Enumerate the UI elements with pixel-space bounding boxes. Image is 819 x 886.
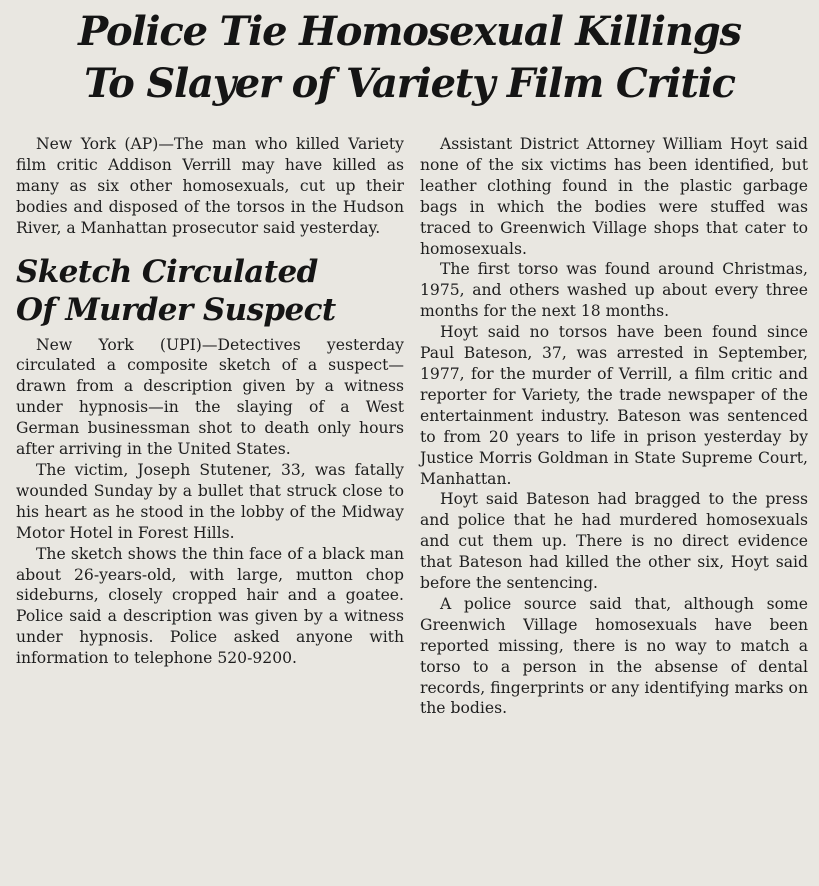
story1-continued-paragraph: Hoyt said Bateson had bragged to the press and police that he had murdered homosexuals and cut them up. There is no direct evidence that Bateson had killed the other six, Hoyt said before the sentencing. [420,490,808,593]
story2-headline [16,253,404,329]
headline-line-2: To Slayer of Variety Film Critic [84,60,735,107]
story2-paragraph: The victim, Joseph Stutener, 33, was fatally wounded Sunday by a bullet that struck close to his heart as he stood in the lobby of the Midway Motor Hotel in Forest Hills. [16,460,404,542]
story1-paragraph: New York (AP)—The man who killed Variety film critic Addison Verrill may have killed as many as six other homosexuals, cut up their bodies and disposed of the torsos in the Hudson River, a Manhattan prosecutor said yesterday. [16,135,404,237]
headline-line-1: Police Tie Homosexual Killings [78,8,741,55]
left-column [16,134,404,669]
story1-continued-paragraph: Hoyt said no torsos have been found since Paul Bateson, 37, was arrested in September, 1977, for the murder of Verrill, a film critic and reporter for Variety, the trade newspaper of the entertainment industry. Bateson was sentenced to from 20 years to life in prison yesterday by Justice Morris Goldman in State Supreme Court, Manhattan. [420,323,808,488]
story1-continued-paragraph: The first torso was found around Christmas, 1975, and others washed up about every three months for the next 18 months. [420,260,808,321]
story2-paragraph: New York (UPI)—Detectives yesterday circulated a composite sketch of a suspect—drawn from a description given by a witness under hypnosis—in the slaying of a West German businessman shot to death only hours after arriving in the United States. [16,335,404,459]
headline [0,6,819,110]
story2-headline-line-1: Sketch Circulated [16,253,318,290]
right-column [420,134,808,719]
story2-headline-line-2: Of Murder Suspect [16,291,336,328]
story2-paragraph: The sketch shows the thin face of a black man about 26-years-old, with large, mutton chop sideburns, closely cropped hair and a goatee. Police said a description was given by a witness under hypnosis. Police asked anyone with information to telephone 520-9200. [16,544,404,668]
story1-continued-paragraph: A police source said that, although some Greenwich Village homosexuals have been reported missing, there is no way to match a torso to a person in the absense of dental records, fingerprints or any identifying marks on the bodies. [420,594,808,718]
story1-continued-paragraph: Assistant District Attorney William Hoyt said none of the six victims has been identified, but leather clothing found in the plastic garbage bags in which the bodies were stuffed was traced to Greenwich Village shops that cater to homosexuals. [420,135,808,258]
